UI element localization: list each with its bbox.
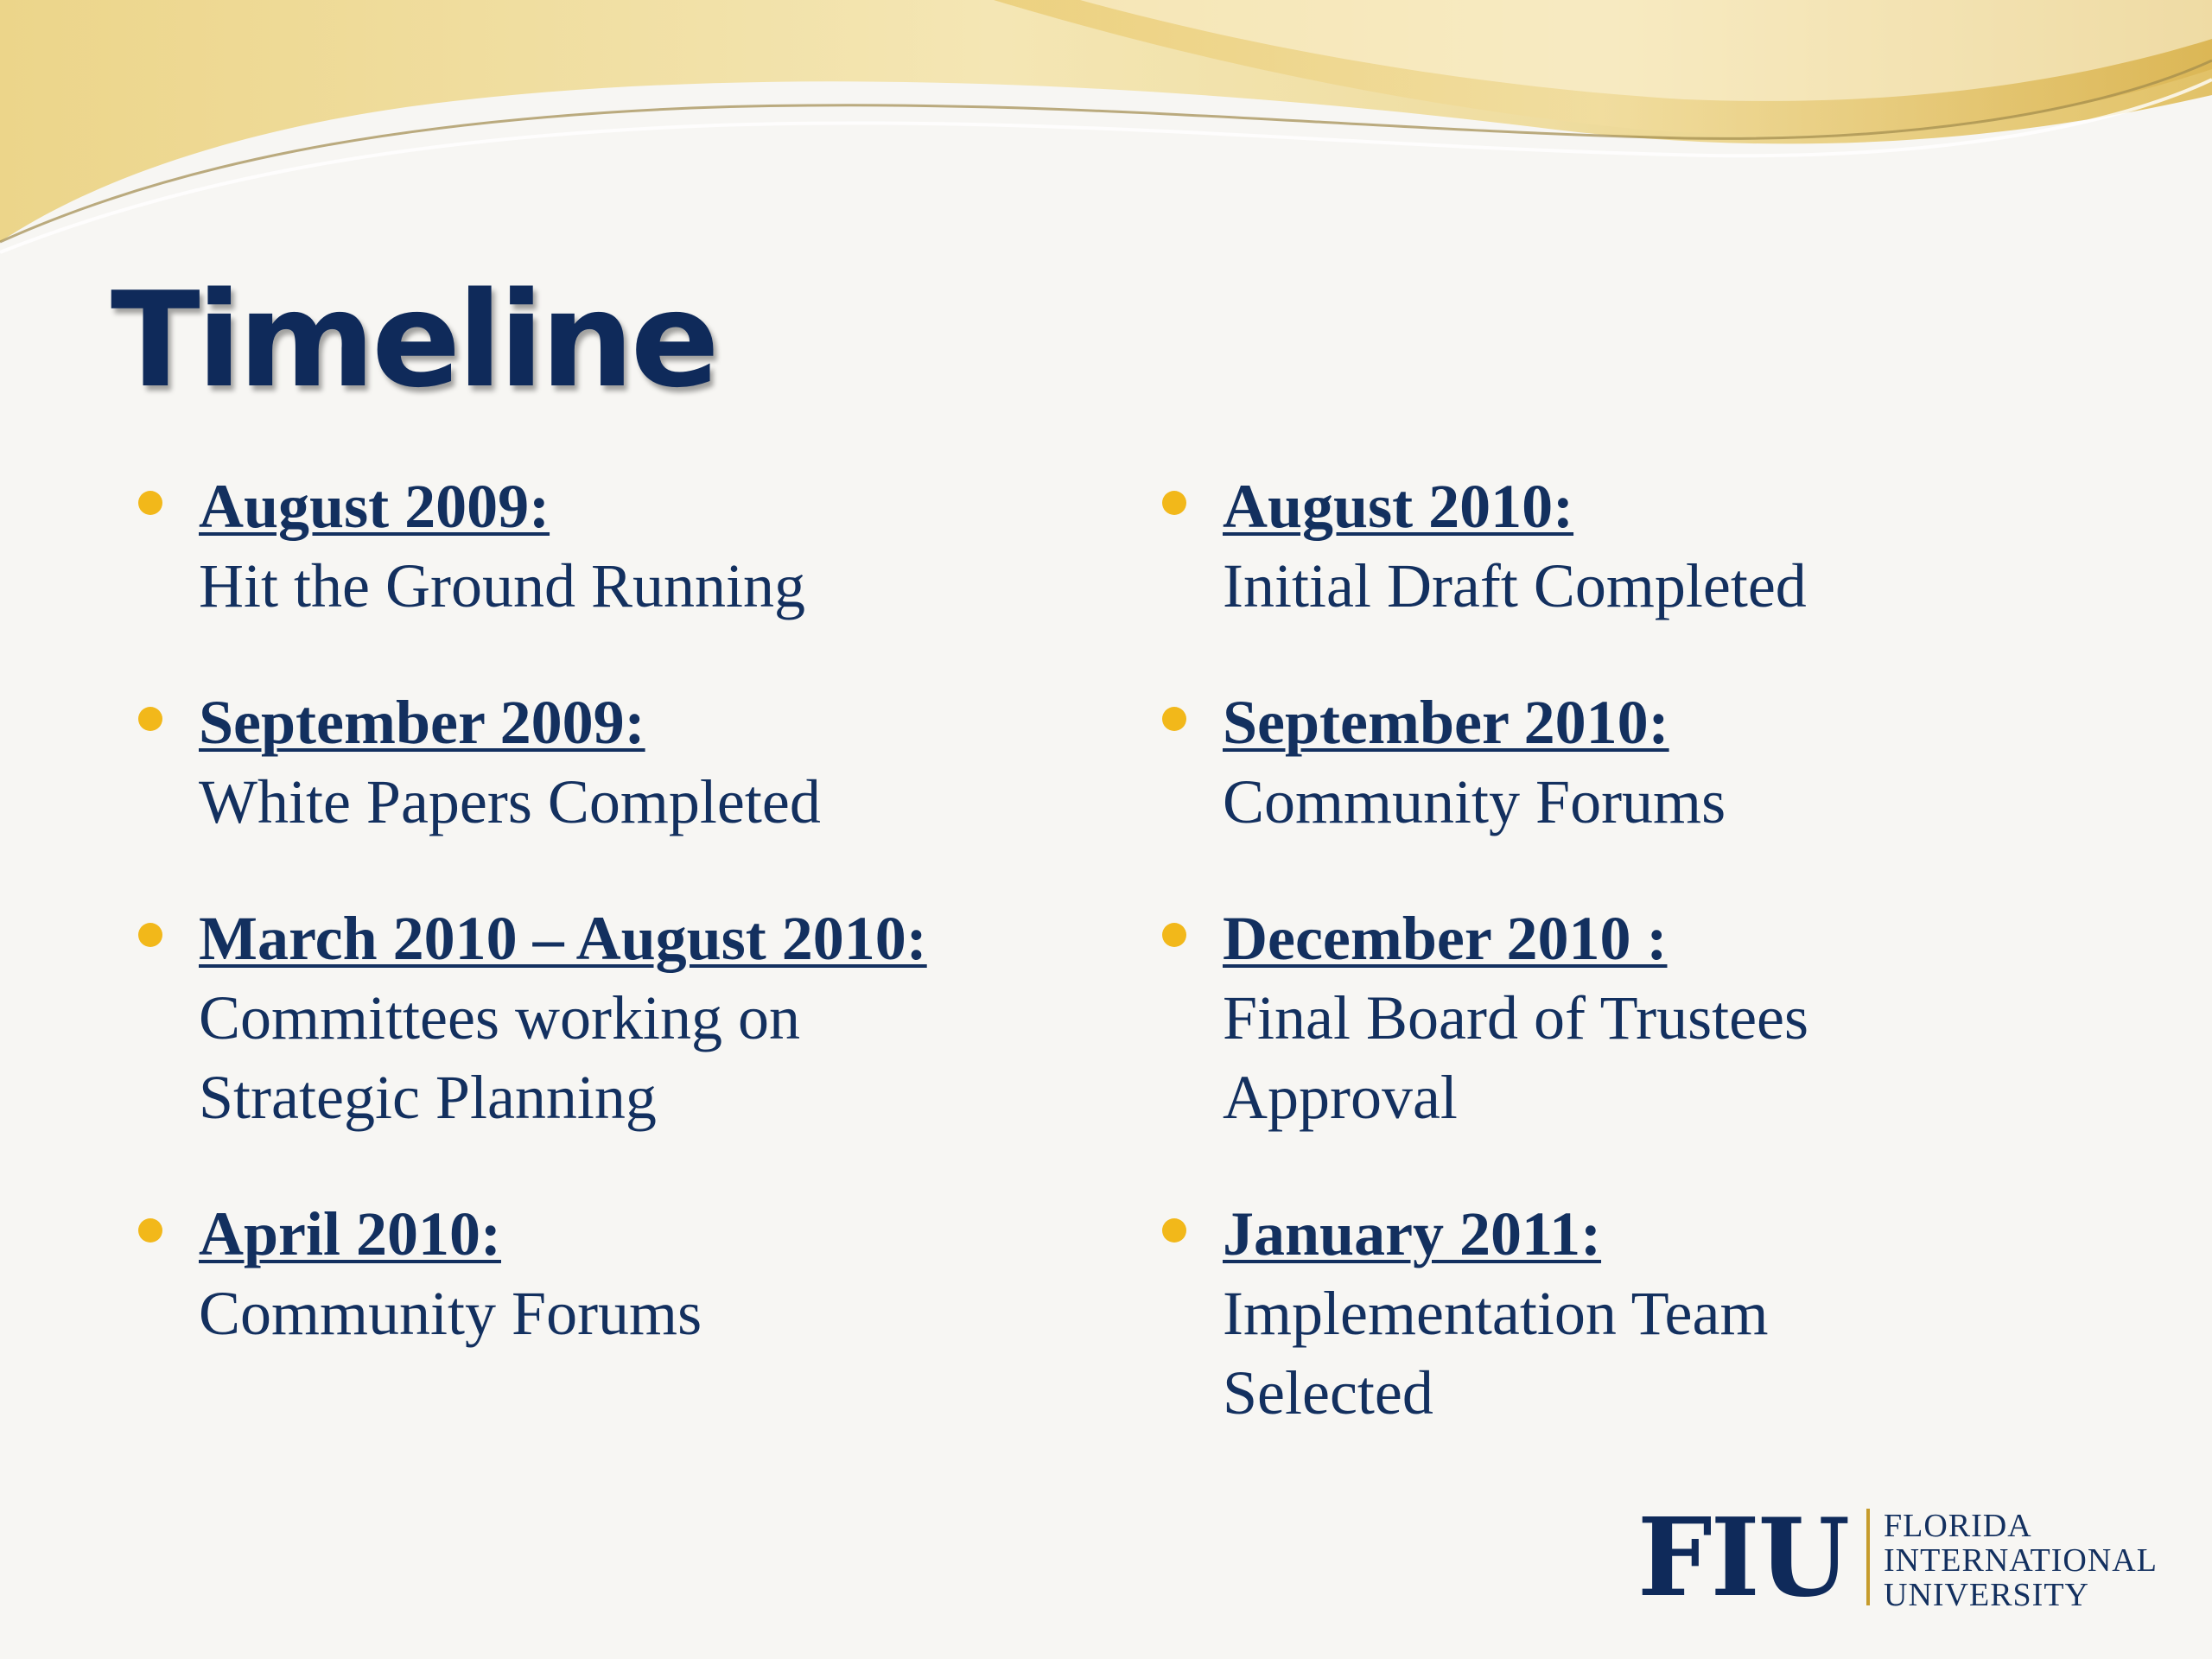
timeline-description: Strategic Planning xyxy=(199,1063,657,1132)
logo-line: FLORIDA xyxy=(1884,1508,2032,1544)
fiu-logo xyxy=(1637,1493,2190,1621)
timeline-date: September 2009: xyxy=(199,688,645,757)
timeline-description: Community Forums xyxy=(199,1279,702,1348)
timeline-description: Community Forums xyxy=(1223,767,1726,836)
timeline-date: August 2010: xyxy=(1223,472,1574,541)
timeline-description: Selected xyxy=(1223,1358,1433,1427)
timeline-description: White Papers Completed xyxy=(199,767,821,836)
decorative-swoosh xyxy=(0,0,2212,259)
logo-line: UNIVERSITY xyxy=(1884,1577,2089,1613)
timeline-description: Implementation Team xyxy=(1223,1279,1769,1348)
timeline-description: Committees working on xyxy=(199,983,800,1052)
timeline-date: December 2010 : xyxy=(1223,904,1668,973)
timeline-date: January 2011: xyxy=(1223,1199,1602,1268)
bullet-dot-icon xyxy=(1162,491,1186,515)
timeline-item xyxy=(138,899,1132,1137)
timeline-description: Hit the Ground Running xyxy=(199,551,805,620)
timeline-date: March 2010 – August 2010: xyxy=(199,904,927,973)
timeline-item xyxy=(1162,1194,2156,1433)
timeline-date: August 2009: xyxy=(199,472,550,541)
timeline-item xyxy=(138,683,1132,842)
bullet-dot-icon xyxy=(138,707,162,731)
timeline-date: September 2010: xyxy=(1223,688,1669,757)
timeline-item xyxy=(138,467,1132,626)
logo-divider xyxy=(1866,1509,1870,1605)
timeline-item xyxy=(138,1194,1132,1353)
timeline-description: Approval xyxy=(1223,1063,1458,1132)
timeline-item xyxy=(1162,899,2156,1137)
timeline-description: Final Board of Trustees xyxy=(1223,983,1809,1052)
logo-wordmark xyxy=(1884,1509,2158,1612)
bullet-dot-icon xyxy=(138,1218,162,1243)
bullet-dot-icon xyxy=(1162,923,1186,947)
timeline-item xyxy=(1162,683,2156,842)
bullet-dot-icon xyxy=(1162,707,1186,731)
bullet-dot-icon xyxy=(138,923,162,947)
fiu-logo-mark: FIU xyxy=(1637,1493,1849,1621)
slide-title: Timeline xyxy=(111,264,716,416)
bullet-dot-icon xyxy=(138,491,162,515)
bullet-dot-icon xyxy=(1162,1218,1186,1243)
timeline-date: April 2010: xyxy=(199,1199,501,1268)
logo-line: INTERNATIONAL xyxy=(1884,1542,2158,1579)
timeline-right-column xyxy=(1162,467,2156,1433)
timeline-left-column xyxy=(138,467,1132,1353)
timeline-item xyxy=(1162,467,2156,626)
timeline-description: Initial Draft Completed xyxy=(1223,551,1807,620)
